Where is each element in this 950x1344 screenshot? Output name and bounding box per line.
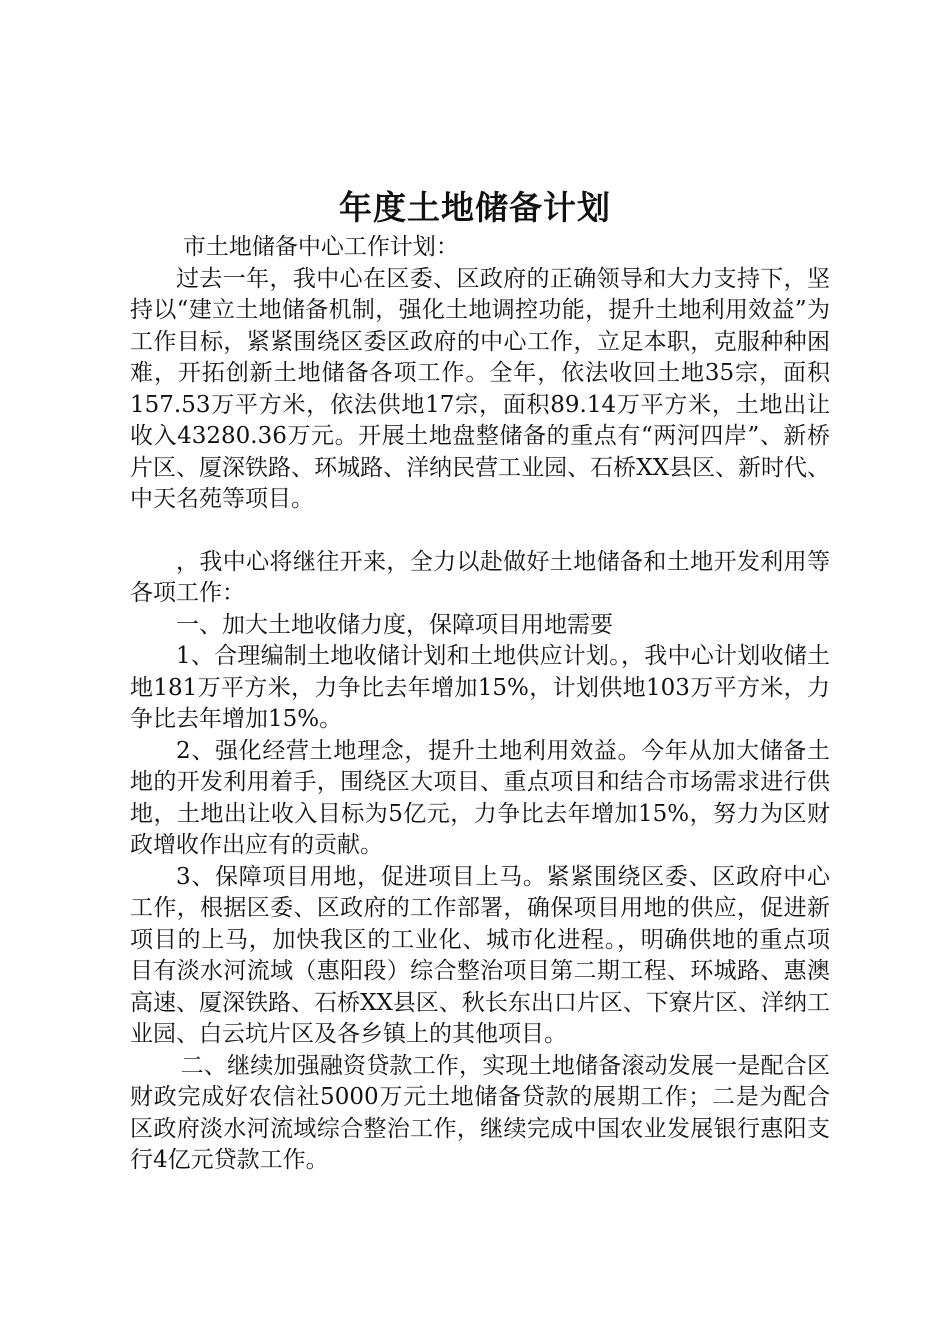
paragraph-section-2: 二、继续加强融资贷款工作，实现土地储备滚动发展一是配合区财政完成好农信社5000万元土地储备贷款的展期工作；二是为配合区政府淡水河流域综合整治工作，继续完成中国农业发展银行惠阳支行4亿元贷款工作。: [130, 1052, 830, 1173]
paragraph-item-3: 3、保障项目用地，促进项目上马。紧紧围绕区委、区政府中心工作，根据区委、区政府的工作部署，确保项目用地的供应，促进新项目的上马，加快我区的工业化、城市化进程。，明确供地的重点项目有淡水河流域（惠阳段）综合整治项目第二期工程、环城路、惠澳高速、厦深铁路、石桥XX县区、秋长东出口片区、下寮片区、洋纳工业园、白云坑片区及各乡镇上的其他项目。: [130, 863, 830, 1047]
paragraph-plan-intro: ，我中心将继往开来，全力以赴做好土地储备和土地开发利用等各项工作：: [130, 548, 830, 606]
paragraph-review: 过去一年，我中心在区委、区政府的正确领导和大力支持下，坚持以“建立土地储备机制，强化土地调控功能，提升土地利用效益”为工作目标，紧紧围绕区委区政府的中心工作，立足本职，克服种种困难，开拓创新土地储备各项工作。全年，依法收回土地35宗，面积157.53万平方米，依法供地17宗，面积89.14万平方米，土地出让收入43280.36万元。开展土地盘整储备的重点有“两河四岸”、新桥片区、厦深铁路、环城路、洋纳民营工业园、石桥XX县区、新时代、中天名苑等项目。: [130, 265, 830, 512]
document-body: [130, 232, 830, 1177]
paragraph-item-1: 1、合理编制土地收储计划和土地供应计划。，我中心计划收储土地181万平方米，力争比去年增加15%，计划供地103万平方米，力争比去年增加15%。: [130, 643, 830, 732]
document-title: 年度土地储备计划: [339, 188, 611, 227]
heading-section-1: 一、加大土地收储力度，保障项目用地需要: [176, 611, 613, 638]
paragraph-item-2: 2、强化经营土地理念，提升土地利用效益。今年从加大储备土地的开发利用着手，围绕区大项目、重点项目和结合市场需求进行供地，土地出让收入目标为5亿元，力争比去年增加15%，努力为区财政增收作出应有的贡献。: [130, 737, 830, 858]
paragraph-salutation: 市土地储备中心工作计划：: [182, 234, 459, 260]
